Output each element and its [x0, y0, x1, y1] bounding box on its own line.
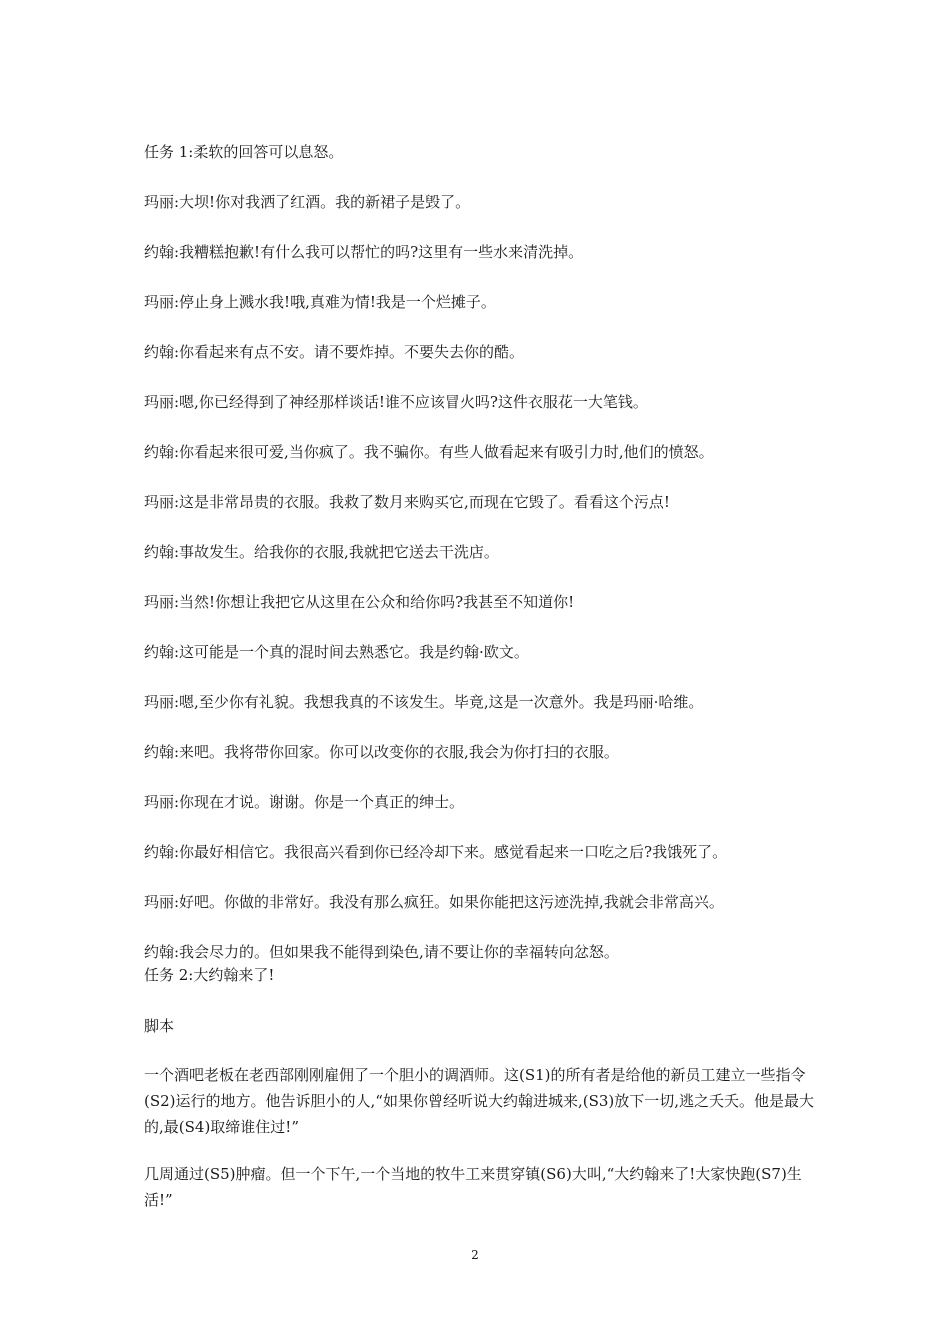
dialogue-line: 玛丽:停止身上溅水我!哦,真难为情!我是一个烂摊子。	[144, 293, 496, 311]
dialogue-line: 约翰:你最好相信它。我很高兴看到你已经冷却下来。感觉看起来一口吃之后?我饿死了。	[144, 843, 728, 861]
task2-heading: 任务 2:大约翰来了!	[144, 966, 275, 984]
story-paragraph-1: 一个酒吧老板在老西部刚刚雇佣了一个胆小的调酒师。这(S1)的所有者是给他的新员工建立一些指令(S2)运行的地方。他告诉胆小的人,“如果你曾经听说大约翰进城来,(S3)放下一切,逃之夭夭。他是最大的,最(S4)取缔谁住过!”	[144, 1066, 815, 1136]
dialogue-line: 约翰:来吧。我将带你回家。你可以改变你的衣服,我会为你打扫的衣服。	[144, 743, 619, 761]
story-paragraph-2: 几周通过(S5)肿瘤。但一个下午,一个当地的牧牛工来贯穿镇(S6)大叫,“大约翰来了!大家快跑(S7)生活!”	[144, 1165, 802, 1209]
dialogue-line: 约翰:事故发生。给我你的衣服,我就把它送去干洗店。	[144, 543, 499, 561]
dialogue-line: 约翰:我糟糕抱歉!有什么我可以帮忙的吗?这里有一些水来清洗掉。	[144, 243, 584, 261]
dialogue-line: 约翰:我会尽力的。但如果我不能得到染色,请不要让你的幸福转向忿怒。	[144, 943, 619, 961]
dialogue-line: 玛丽:嗯,至少你有礼貌。我想我真的不该发生。毕竟,这是一次意外。我是玛丽·哈维。	[144, 693, 704, 711]
script-label: 脚本	[144, 1017, 175, 1035]
dialogue-line: 玛丽:嗯,你已经得到了神经那样谈话!谁不应该冒火吗?这件衣服花一大笔钱。	[144, 393, 648, 411]
dialogue-line: 约翰:你看起来很可爱,当你疯了。我不骗你。有些人做看起来有吸引力时,他们的愤怒。	[144, 443, 714, 461]
dialogue-line: 玛丽:大坝!你对我洒了红酒。我的新裙子是毁了。	[144, 193, 471, 211]
dialogue-line: 玛丽:这是非常昂贵的衣服。我救了数月来购买它,而现在它毁了。看看这个污点!	[144, 493, 670, 511]
page-number: 2	[471, 1248, 479, 1262]
dialogue-line: 玛丽:好吧。你做的非常好。我没有那么疯狂。如果你能把这污迹洗掉,我就会非常高兴。	[144, 893, 724, 911]
dialogue-line: 玛丽:当然!你想让我把它从这里在公众和给你吗?我甚至不知道你!	[144, 593, 575, 611]
task1-heading: 任务 1:柔软的回答可以息怒。	[144, 143, 344, 161]
dialogue-line: 约翰:你看起来有点不安。请不要炸掉。不要失去你的酷。	[144, 343, 525, 361]
dialogue-line: 约翰:这可能是一个真的混时间去熟悉它。我是约翰·欧文。	[144, 643, 529, 661]
dialogue-line: 玛丽:你现在才说。谢谢。你是一个真正的绅士。	[144, 793, 465, 811]
